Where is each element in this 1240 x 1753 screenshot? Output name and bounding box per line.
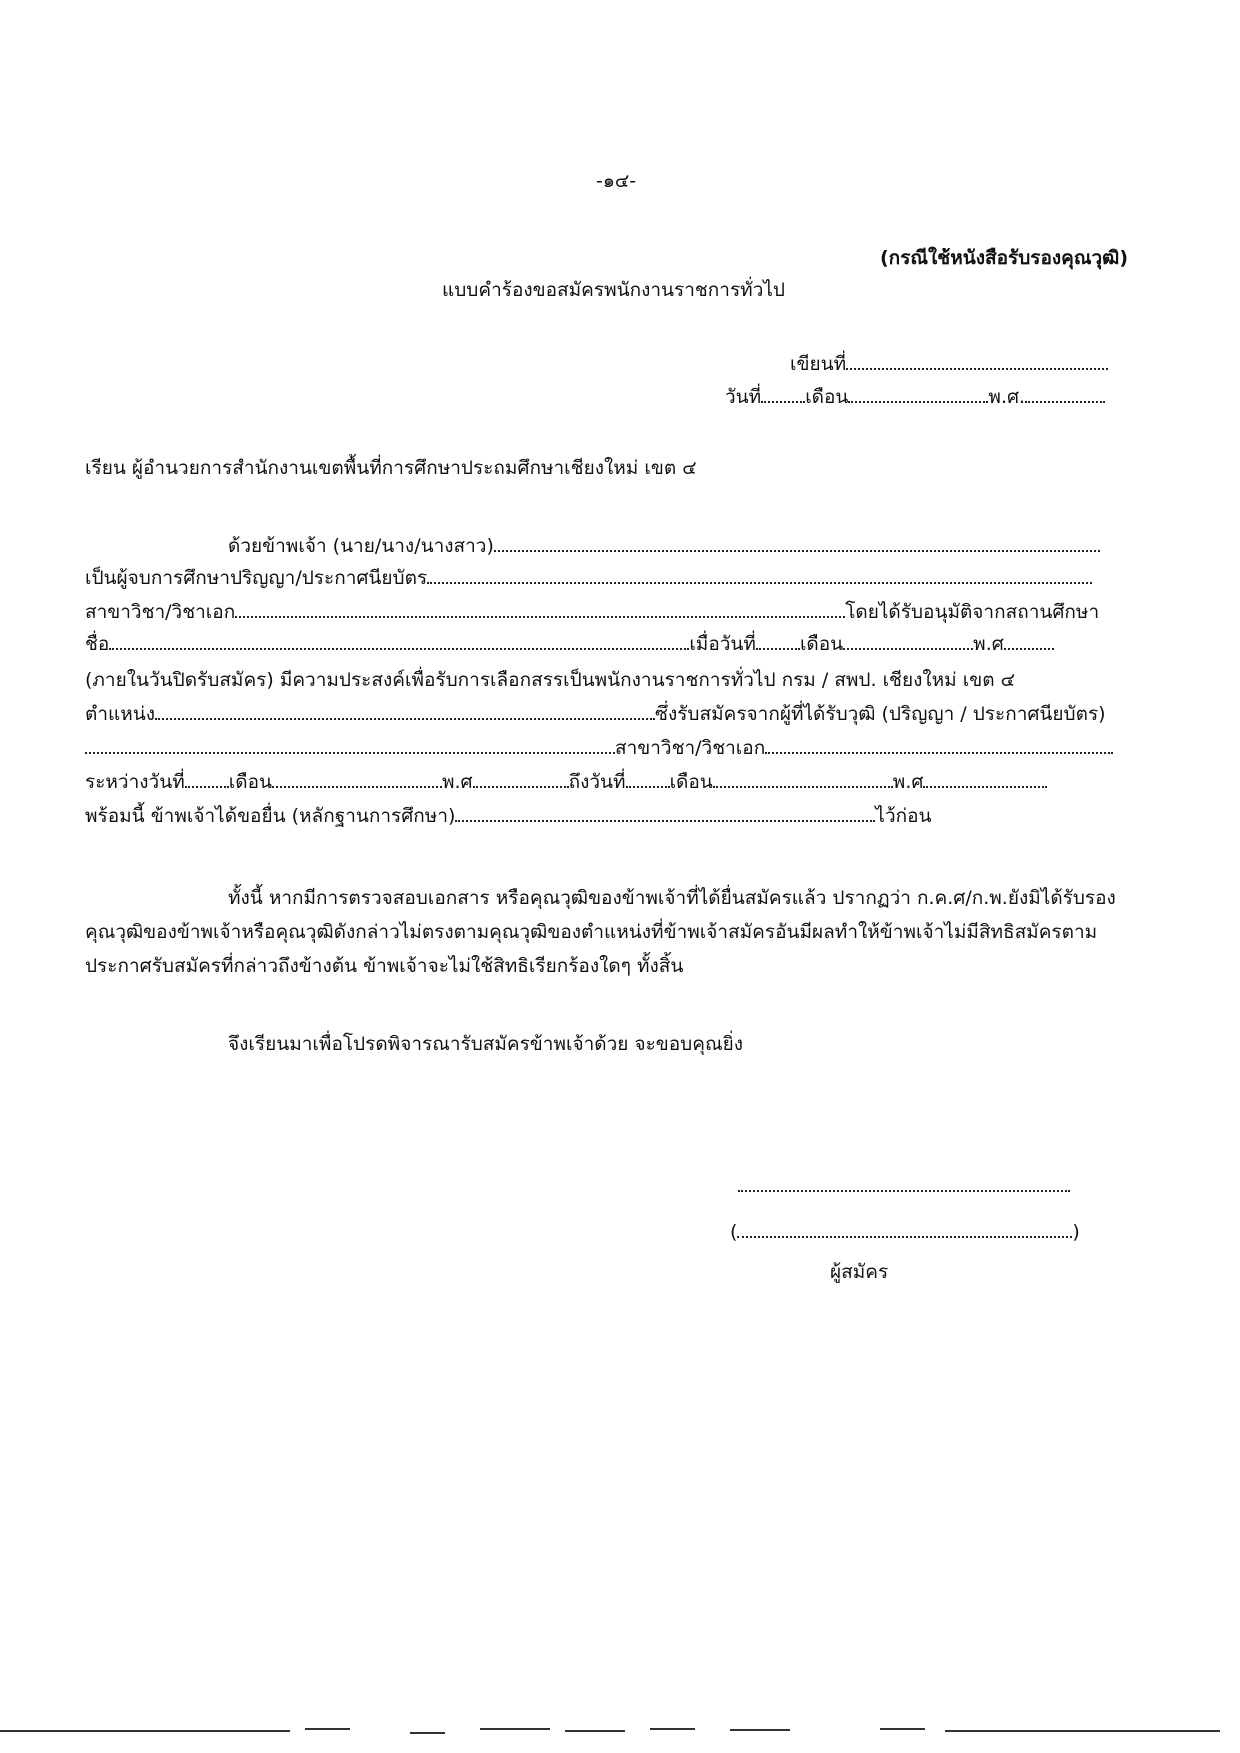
year-field[interactable] bbox=[1025, 385, 1105, 403]
institution-label: ชื่อ bbox=[85, 633, 110, 655]
graduation-year-label: พ.ศ bbox=[973, 633, 1004, 655]
position-qualification-field[interactable] bbox=[85, 736, 615, 754]
written-at-line bbox=[790, 352, 1108, 376]
page-number: -๑๔- bbox=[596, 170, 637, 192]
degree-field[interactable] bbox=[427, 566, 1092, 584]
date-label: วันที่ bbox=[725, 386, 762, 408]
position-field[interactable] bbox=[155, 702, 655, 720]
signature-field[interactable] bbox=[738, 1174, 1070, 1192]
period-from-month-label: เดือน bbox=[228, 771, 272, 793]
condition-paragraph-line-3: ประกาศรับสมัครที่กล่าวถึงข้างต้น ข้าพเจ้าจะไม่ใช้สิทธิเรียกร้องใดๆ ทั้งสิ้น bbox=[85, 955, 684, 977]
condition-paragraph-line-2: คุณวุฒิของข้าพเจ้าหรือคุณวุฒิดังกล่าวไม่ตรงตามคุณวุฒิของตำแหน่งที่ข้าพเจ้าสมัครอันมีผลทำให้ข้าพเจ้าไม่มีสิทธิสมัครตาม bbox=[85, 921, 1098, 943]
applicant-name-line bbox=[228, 534, 1100, 558]
major-label: สาขาวิชา/วิชาเอก bbox=[85, 601, 236, 623]
approved-by-label: โดยได้รับอนุมัติจากสถานศึกษา bbox=[845, 601, 1100, 623]
date-line bbox=[725, 385, 1105, 409]
period-to-month-field[interactable] bbox=[713, 770, 893, 788]
period-from-year-label: พ.ศ bbox=[441, 771, 473, 793]
graduation-date-field[interactable] bbox=[756, 632, 800, 650]
applicant-label: ผู้สมัคร bbox=[830, 1261, 889, 1283]
major-line bbox=[85, 600, 1099, 624]
period-from-month-field[interactable] bbox=[272, 770, 442, 788]
period-from-date-field[interactable] bbox=[185, 770, 229, 788]
period-to-year-field[interactable] bbox=[923, 770, 1047, 788]
condition-paragraph-line-1: ทั้งนี้ หากมีการตรวจสอบเอกสาร หรือคุณวุฒิของข้าพเจ้าที่ได้ยื่นสมัครแล้ว ปรากฏว่า ก.ค.ศ/ก.พ.ยังมิได้รับรอง bbox=[228, 887, 1116, 909]
period-to-label: ถึงวันที่ bbox=[568, 771, 626, 793]
period-to-month-label: เดือน bbox=[669, 771, 713, 793]
written-at-field[interactable] bbox=[846, 352, 1108, 370]
month-label: เดือน bbox=[805, 386, 849, 408]
salutation: เรียน ผู้อำนวยการสำนักงานเขตพื้นที่การศึกษาประถมศึกษาเชียงใหม่ เขต ๔ bbox=[85, 457, 697, 479]
degree-label: เป็นผู้จบการศึกษาปริญญา/ประกาศนียบัตร bbox=[85, 567, 428, 589]
institution-field[interactable] bbox=[109, 632, 689, 650]
qualification-label: ซึ่งรับสมัครจากผู้ที่ได้รับวุฒิ (ปริญญา / ประกาศนียบัตร) bbox=[655, 703, 1106, 725]
graduation-month-label: เดือน bbox=[799, 633, 844, 655]
position-line bbox=[85, 702, 1106, 726]
applicant-name-label: ด้วยข้าพเจ้า (นาย/นาง/นางสาว) bbox=[228, 535, 494, 557]
graduation-year-field[interactable] bbox=[1004, 632, 1054, 650]
position-major-line bbox=[85, 736, 1113, 760]
open-paren: ( bbox=[730, 1221, 738, 1243]
period-from-year-field[interactable] bbox=[473, 770, 569, 788]
evidence-label: พร้อมนี้ ข้าพเจ้าได้ขอยื่น (หลักฐานการศึกษา) bbox=[85, 805, 456, 827]
evidence-line bbox=[85, 804, 932, 828]
period-to-year-label: พ.ศ bbox=[892, 771, 924, 793]
case-note: (กรณีใช้หนังสือรับรองคุณวุฒิ) bbox=[880, 247, 1129, 269]
graduation-month-field[interactable] bbox=[843, 632, 973, 650]
close-paren: ) bbox=[1072, 1221, 1080, 1243]
institution-line bbox=[85, 632, 1054, 656]
applicant-name-field[interactable] bbox=[494, 534, 1100, 552]
printed-name-field[interactable] bbox=[737, 1220, 1072, 1238]
position-label: ตำแหน่ง bbox=[85, 703, 156, 725]
graduation-date-label: เมื่อวันที่ bbox=[689, 633, 756, 655]
evidence-field[interactable] bbox=[455, 804, 875, 822]
evidence-suffix: ไว้ก่อน bbox=[875, 805, 932, 827]
intent-line: (ภายในวันปิดรับสมัคร) มีความประสงค์เพื่อรับการเลือกสรรเป็นพนักงานราชการทั่วไป กรม / สพป. เชียงใหม่ เขต ๔ bbox=[85, 669, 1015, 691]
written-at-label: เขียนที่ bbox=[790, 353, 847, 375]
form-title: แบบคำร้องขอสมัครพนักงานราชการทั่วไป bbox=[442, 279, 785, 301]
major-field[interactable] bbox=[235, 600, 845, 618]
month-field[interactable] bbox=[848, 385, 988, 403]
year-label: พ.ศ. bbox=[988, 386, 1026, 408]
date-field[interactable] bbox=[761, 385, 805, 403]
period-from-label: ระหว่างวันที่ bbox=[85, 771, 185, 793]
position-major-field[interactable] bbox=[765, 736, 1113, 754]
signature-line bbox=[738, 1174, 1070, 1198]
application-period-line bbox=[85, 770, 1047, 794]
position-major-label: สาขาวิชา/วิชาเอก bbox=[615, 737, 766, 759]
period-to-date-field[interactable] bbox=[626, 770, 670, 788]
degree-line bbox=[85, 566, 1092, 590]
printed-name-line bbox=[730, 1220, 1080, 1244]
closing-sentence: จึงเรียนมาเพื่อโปรดพิจารณารับสมัครข้าพเจ้าด้วย จะขอบคุณยิ่ง bbox=[228, 1033, 743, 1055]
